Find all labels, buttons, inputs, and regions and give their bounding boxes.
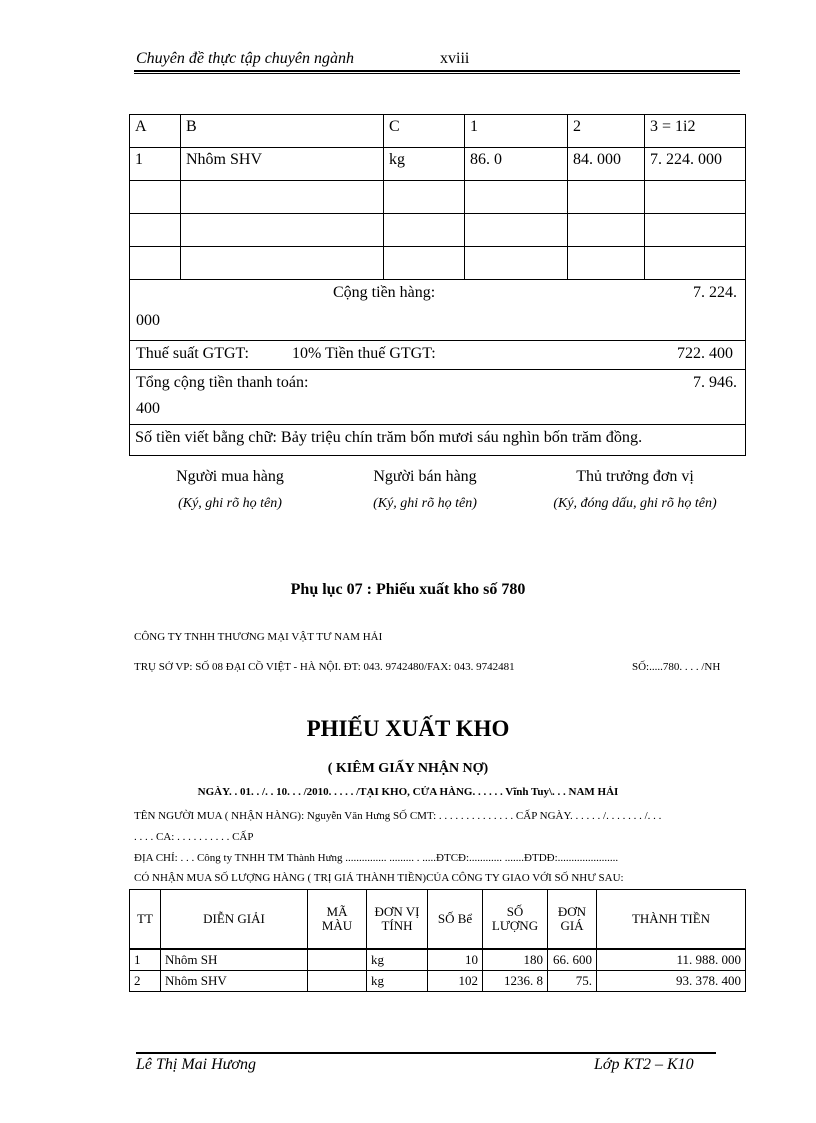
amount-words: Số tiền viết bằng chữ: Bảy triệu chín trăm bốn mươi sáu nghìn bốn trăm đồng. [130,425,746,456]
cell: 1236. 8 [483,971,548,992]
vat-rate: 10% Tiền thuế GTGT: [292,345,436,362]
cell: 102 [428,971,483,992]
col-amount: THÀNH TIỀN [597,890,746,950]
table-row [130,148,746,181]
grand-total-row [130,370,746,425]
cell: Nhôm SH [161,949,308,971]
goods-table [129,889,746,992]
table-row [130,181,746,214]
col-3: 3 = 1i2 [645,115,746,148]
table-header-row [130,890,746,950]
cell: 84. 000 [568,148,645,181]
col-c: C [384,115,465,148]
col-unit: ĐƠN VỊ TÍNH [367,890,428,950]
grand-label: Tổng cộng tiền thanh toán: [136,374,309,391]
signature-director-note: (Ký, đóng dấu, ghi rõ họ tên) [553,496,717,511]
amount-words-row [130,425,746,456]
table-row [130,949,746,971]
cell [308,949,367,971]
footer-class: Lớp KT2 – K10 [594,1056,694,1073]
statement-line: CÓ NHẬN MUA SỐ LƯỢNG HÀNG ( TRỊ GIÁ THÀNH TIỀN)CỦA CÔNG TY GIAO VỚI SỐ NHƯ SAU: [134,872,624,884]
col-a: A [130,115,181,148]
cell: 7. 224. 000 [645,148,746,181]
invoice-table [129,114,746,456]
total-label: Cộng tiền hàng: [333,284,436,301]
cell [308,971,367,992]
doc-title: PHIẾU XUẤT KHO [306,716,510,741]
cell: Nhôm SHV [181,148,384,181]
appendix-title: Phụ lục 07 : Phiếu xuất kho số 780 [290,581,526,598]
signature-buyer-note: (Ký, ghi rõ họ tên) [178,496,282,511]
voucher-number: SỐ:.....780. . . . /NH [632,661,721,673]
col-1: 1 [465,115,568,148]
company-name: CÔNG TY TNHH THƯƠNG MẠI VẬT TƯ NAM HẢI [134,631,383,643]
footer-rule [136,1052,716,1054]
col-tt: TT [130,890,161,950]
buyer-line: TÊN NGƯỜI MUA ( NHẬN HÀNG): Nguyễn Văn Hưng SỐ CMT: . . . . . . . . . . . . . . CẤP NGÀY. . . . . . /. . . . . . . /. . . [134,810,662,822]
cell: kg [367,971,428,992]
total-value-cont: 000 [136,312,160,329]
address-line: ĐỊA CHỈ: . . . Công ty TNHH TM Thành Hưng ............... ......... . .....ĐTCĐ:............ .......ĐTDĐ:...................... [134,852,619,864]
vat-row [130,341,746,370]
col-price: ĐƠN GIÁ [548,890,597,950]
col-color: MÃ MÀU [308,890,367,950]
col-qty: SỐ LƯỢNG [483,890,548,950]
cell: 1 [130,949,161,971]
total-value: 7. 224. [693,284,737,301]
signature-seller-title: Người bán hàng [373,468,477,485]
cell: 93. 378. 400 [597,971,746,992]
cell: 86. 0 [465,148,568,181]
grand-value-cont: 400 [136,400,160,417]
cell: 2 [130,971,161,992]
header-rule [134,70,740,72]
ca-line: . . . . CA: . . . . . . . . . . CẤP [134,831,254,843]
table-row [130,214,746,247]
vat-value: 722. 400 [677,345,733,362]
header-rule-thin [134,73,740,74]
table-row [130,971,746,992]
col-tank: SỐ Bể [428,890,483,950]
col-2: 2 [568,115,645,148]
header-title: Chuyên đề thực tập chuyên ngành [136,50,354,67]
signature-director-title: Thủ trưởng đơn vị [576,468,694,485]
cell: 11. 988. 000 [597,949,746,971]
table-row [130,247,746,280]
cell: 180 [483,949,548,971]
page-number: xviii [440,50,470,67]
cell: 10 [428,949,483,971]
footer-author: Lê Thị Mai Hương [136,1056,256,1073]
table-header-row [130,115,746,148]
date-line: NGÀY. . 01. . /. . 10. . . /2010. . . . . /TẠI KHO, CỬA HÀNG. . . . . . Vĩnh Tuy\. . . NAM HẢI [197,786,619,798]
doc-subtitle: ( KIÊM GIẤY NHẬN NỢ) [327,761,489,776]
company-address: TRỤ SỞ VP: SỐ 08 ĐẠI CỒ VIỆT - HÀ NỘI. ĐT: 043. 9742480/FAX: 043. 9742481 [134,661,515,673]
cell: 1 [130,148,181,181]
vat-label: Thuế suất GTGT: [136,345,249,362]
col-b: B [181,115,384,148]
cell: kg [384,148,465,181]
signature-buyer-title: Người mua hàng [176,468,284,485]
col-desc: DIỄN GIẢI [161,890,308,950]
signature-seller-note: (Ký, ghi rõ họ tên) [373,496,477,511]
cell: 75. [548,971,597,992]
grand-value: 7. 946. [693,374,737,391]
cell: kg [367,949,428,971]
cell: Nhôm SHV [161,971,308,992]
total-row [130,280,746,341]
cell: 66. 600 [548,949,597,971]
